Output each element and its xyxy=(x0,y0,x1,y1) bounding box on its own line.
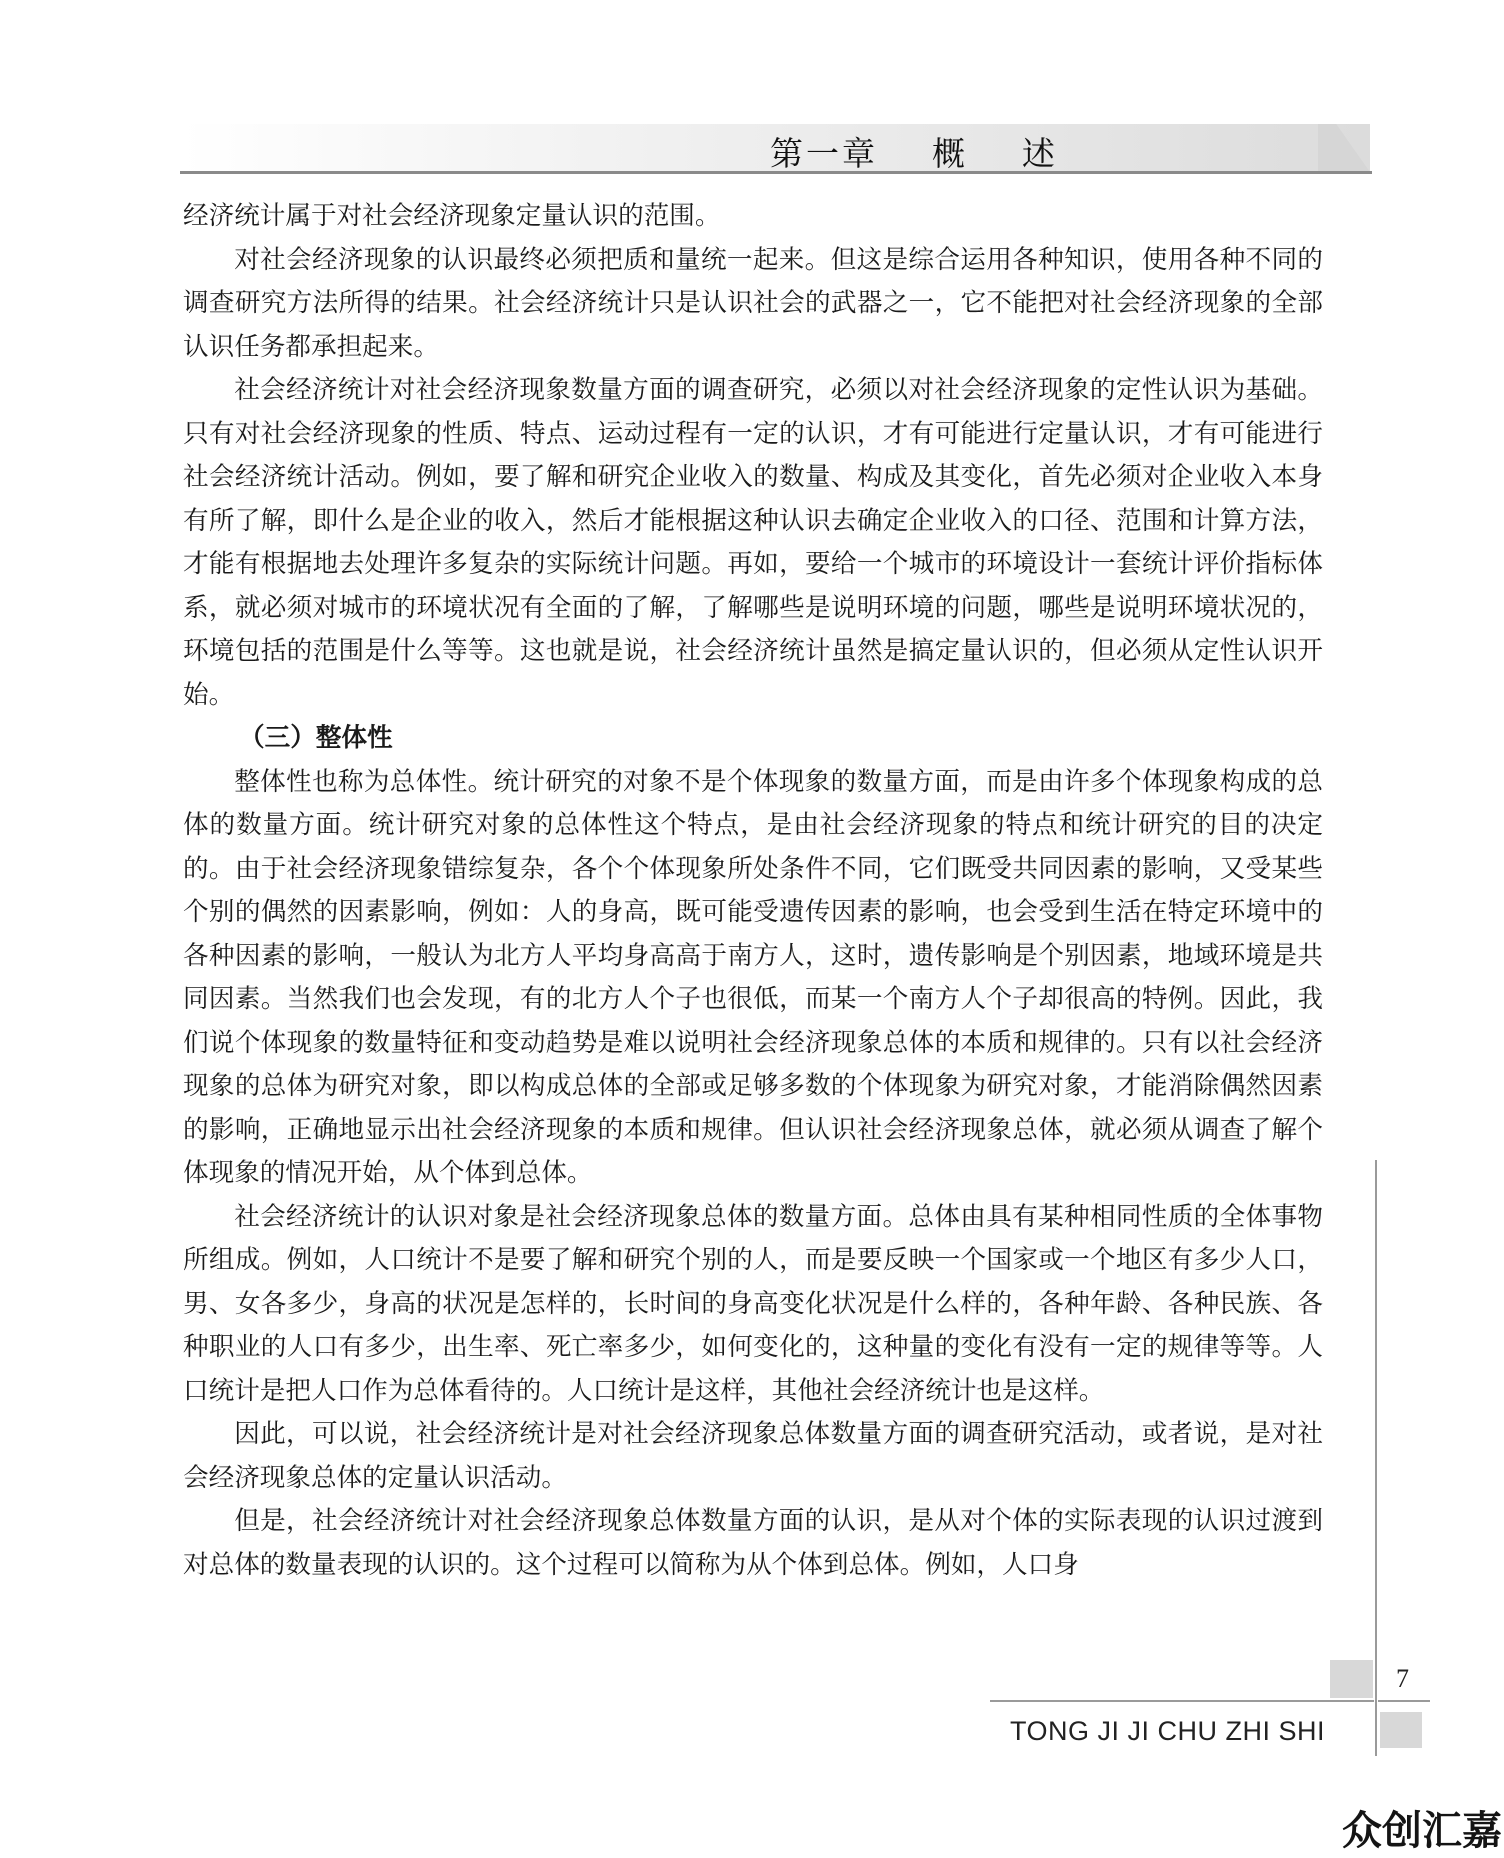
paragraph: 因此，可以说，社会经济统计是对社会经济现象总体数量方面的调查研究活动，或者说，是对社会经济现象总体的定量认识活动。 xyxy=(183,1419,1323,1493)
watermark-text: 众创汇嘉 xyxy=(1342,1808,1502,1854)
page-number: 7 xyxy=(1396,1664,1409,1693)
paragraph: 社会经济统计的认识对象是社会经济现象总体的数量方面。总体由具有某种相同性质的全体事物所组成。例如，人口统计不是要了解和研究个别的人，而是要反映一个国家或一个地区有多少人口，男、女各多少，身高的状况是怎样的，长时间的身高变化状况是什么样的，各种年龄、各种民族、各种职业的人口有多少，出生率、死亡率多少，如何变化的，这种量的变化有没有一定的规律等等。人口统计是把人口作为总体看待的。人口统计是这样，其他社会经济统计也是这样。 xyxy=(183,1201,1323,1406)
paragraph: 社会经济统计对社会经济现象数量方面的调查研究，必须以对社会经济现象的定性认识为基础。只有对社会经济现象的性质、特点、运动过程有一定的认识，才有可能进行定量认识，才有可能进行社会经济统计活动。例如，要了解和研究企业收入的数量、构成及其变化，首先必须对企业收入本身有所了解，即什么是企业的收入，然后才能根据这种认识去确定企业收入的口径、范围和计算方法，才能有根据地去处理许多复杂的实际统计问题。再如，要给一个城市的环境设计一套统计评价指标体系，就必须对城市的环境状况有全面的了解，了解哪些是说明环境的问题，哪些是说明环境状况的，环境包括的范围是什么等等。这也就是说，社会经济统计虽然是搞定量认识的，但必须从定性认识开始。 xyxy=(183,375,1323,710)
paragraph: 但是，社会经济统计对社会经济现象总体数量方面的认识，是从对个体的实际表现的认识过渡到对总体的数量表现的认识的。这个过程可以简称为从个体到总体。例如，人口身 xyxy=(183,1506,1323,1580)
paragraph: 整体性也称为总体性。统计研究的对象不是个体现象的数量方面，而是由许多个体现象构成的总体的数量方面。统计研究对象的总体性这个特点，是由社会经济现象的特点和统计研究的目的决定的。由于社会经济现象错综复杂，各个个体现象所处条件不同，它们既受共同因素的影响，又受某些个别的偶然的因素影响，例如：人的身高，既可能受遗传因素的影响，也会受到生活在特定环境中的各种因素的影响，一般认为北方人平均身高高于南方人，这时，遗传影响是个别因素，地域环境是共同因素。当然我们也会发现，有的北方人个子也很低，而某一个南方人个子却很高的特例。因此，我们说个体现象的数量特征和变动趋势是难以说明社会经济现象总体的本质和规律的。只有以社会经济现象的总体为研究对象，即以构成总体的全部或足够多数的个体现象为研究对象，才能消除偶然因素的影响，正确地显示出社会经济现象的本质和规律。但认识社会经济现象总体，就必须从调查了解个体现象的情况开始，从个体到总体。 xyxy=(183,766,1323,1188)
footer-decor-box xyxy=(1380,1712,1422,1748)
chapter-title: 第一章 概 述 xyxy=(770,134,1058,173)
footer-rule xyxy=(990,1700,1374,1702)
folio-decor-box xyxy=(1330,1660,1373,1698)
paragraph-continued: 经济统计属于对社会经济现象定量认识的范围。 xyxy=(183,201,721,231)
series-title: TONG JI JI CHU ZHI SHI xyxy=(1010,1716,1326,1746)
folio-rule xyxy=(1378,1700,1430,1702)
paragraph: 对社会经济现象的认识最终必须把质和量统一起来。但这是综合运用各种知识，使用各种不同的调查研究方法所得的结果。社会经济统计只是认识社会的武器之一，它不能把对社会经济现象的全部认识任务都承担起来。 xyxy=(183,244,1323,362)
section-heading: （三）整体性 xyxy=(239,723,393,753)
page-body xyxy=(183,195,1323,1587)
margin-vertical-rule xyxy=(1375,1160,1377,1756)
